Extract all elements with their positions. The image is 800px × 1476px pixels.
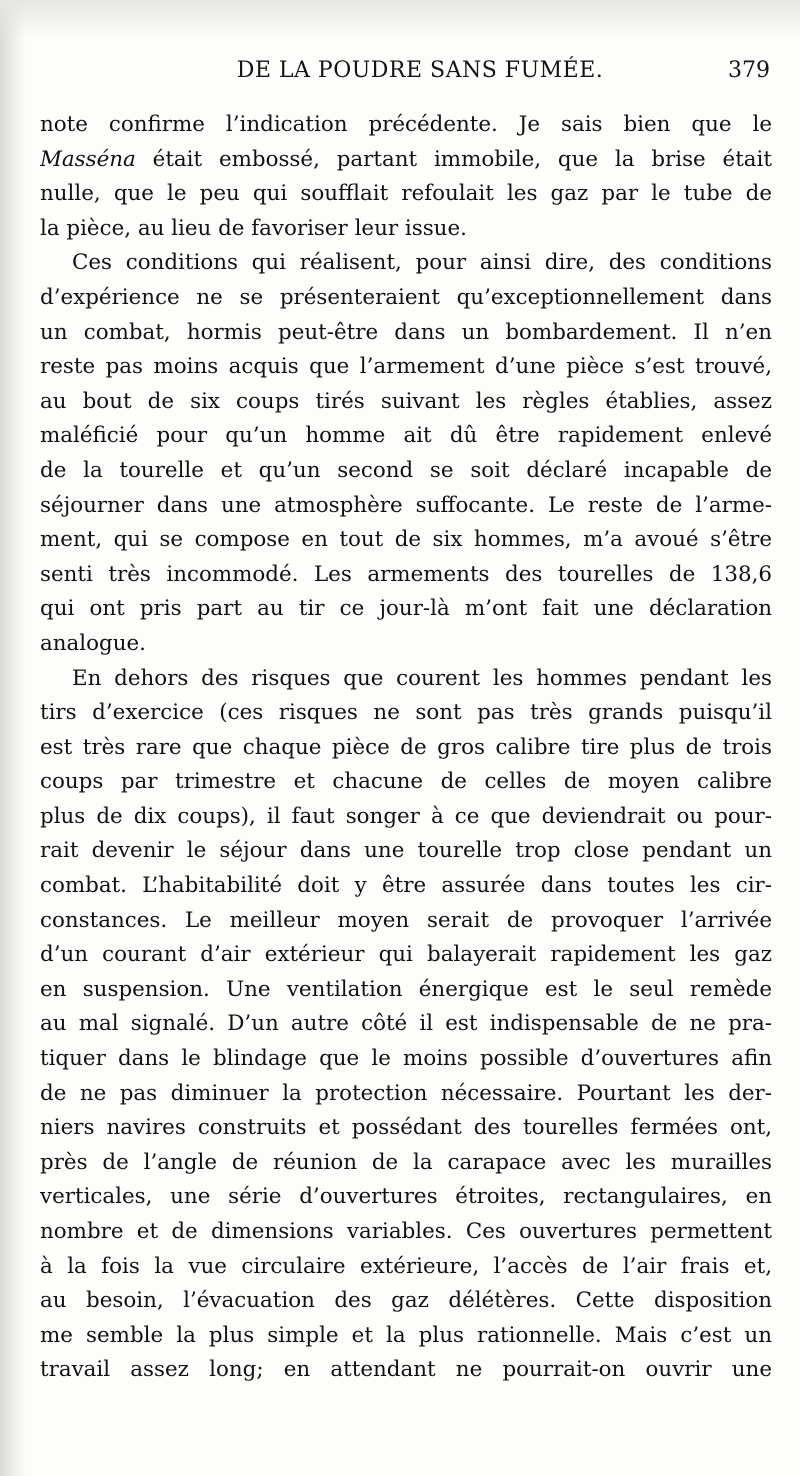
text-line [40, 1042, 772, 1077]
line-text: un combat, hormis peut-être dans un bombardement. Il n’en [40, 319, 772, 345]
line-text: nombre et de dimensions variables. Ces ouvertures permettent [40, 1219, 772, 1244]
body-text [40, 108, 772, 1388]
line-text: la pièce, au lieu de favoriser leur issue. [40, 215, 467, 241]
line-text: tirs d’exercice (ces risques ne sont pas très grands puisqu’il [40, 700, 772, 726]
line-text: près de l’angle de réunion de la carapace avec les murailles [40, 1149, 772, 1175]
text-line [40, 1146, 772, 1181]
text-line [40, 1319, 772, 1354]
running-title: DE LA POUDRE SANS FUMÉE. [236, 58, 604, 83]
line-text: senti très incommodé. Les armements des tourelles de 138,6 [40, 561, 772, 587]
line-text: reste pas moins acquis que l’armement d’une pièce s’est trouvé, [40, 354, 772, 380]
line-text: me semble la plus simple et la plus rationnelle. Mais c’est un [40, 1322, 772, 1348]
line-text: au mal signalé. D’un autre côté il est indispensable de ne pra- [40, 1011, 772, 1037]
line-text: d’un courant d’air extérieur qui balayerait rapidement les gaz [40, 942, 772, 968]
scan-top-shadow [0, 0, 800, 40]
line-text: d’expérience ne se présenteraient qu’exceptionnellement dans [40, 284, 772, 310]
text-line [40, 869, 772, 904]
text-line [40, 316, 772, 351]
line-text: Ces conditions qui réalisent, pour ainsi dire, des conditions [72, 250, 772, 276]
line-text: ment, qui se compose en tout de six hommes, m’a avoué s’être [40, 527, 772, 553]
text-line [40, 558, 772, 593]
text-line [40, 419, 772, 454]
text-line [40, 938, 772, 973]
text-line [40, 627, 772, 662]
text-line [40, 1353, 772, 1388]
text-line [40, 904, 772, 939]
text-line [40, 973, 772, 1008]
text-line [40, 177, 772, 212]
text-line [40, 1007, 772, 1042]
line-text: plus de dix coups), il faut songer à ce que deviendrait ou pour- [40, 803, 772, 829]
text-line [40, 731, 772, 766]
line-text: au bout de six coups tirés suivant les règles établies, assez [40, 388, 772, 414]
line-text: était embossé, partant immobile, que la brise était [135, 146, 772, 172]
line-text: à la fois la vue circulaire extérieure, l’accès de l’air frais et, [40, 1253, 772, 1279]
line-text: de la tourelle et qu’un second se soit déclaré incapable de [40, 457, 772, 483]
line-text: note confirme l’indication précédente. Je sais bien que le [40, 112, 772, 137]
line-text: est très rare que chaque pièce de gros calibre tire plus de trois [40, 734, 772, 760]
text-line [40, 246, 772, 281]
text-line [40, 1250, 772, 1285]
text-line [40, 1180, 772, 1215]
line-text: maléficié pour qu’un homme ait dû être rapidement enlevé [40, 423, 772, 449]
text-line [40, 1111, 772, 1146]
line-text: de ne pas diminuer la protection nécessaire. Pourtant les der- [40, 1080, 772, 1106]
text-line [40, 523, 772, 558]
text-line [40, 592, 772, 627]
line-text: coups par trimestre et chacune de celles de moyen calibre [40, 769, 772, 795]
line-text: combat. L’habitabilité doit y être assurée dans toutes les cir- [40, 873, 772, 899]
line-text: travail assez long; en attendant ne pourrait-on ouvrir une [40, 1357, 772, 1383]
page-number: 379 [728, 58, 770, 83]
text-line [40, 212, 772, 247]
text-line [40, 834, 772, 869]
line-text: rait devenir le séjour dans une tourelle trop close pendant un [40, 838, 772, 864]
line-text: En dehors des risques que courent les hommes pendant les [72, 665, 772, 691]
line-text: verticales, une série d’ouvertures étroites, rectangulaires, en [40, 1184, 772, 1210]
text-line [40, 454, 772, 489]
line-text: constances. Le meilleur moyen serait de provoquer l’arrivée [40, 907, 772, 933]
line-text: en suspension. Une ventilation énergique est le seul remède [40, 976, 772, 1002]
line-text: séjourner dans une atmosphère suffocante. Le reste de l’arme- [40, 492, 772, 518]
text-line [40, 1215, 772, 1250]
text-line [40, 281, 772, 316]
text-line [40, 350, 772, 385]
text-line [40, 1077, 772, 1112]
line-text: tiquer dans le blindage que le moins possible d’ouvertures afin [40, 1046, 772, 1072]
line-text: niers navires construits et possédant des tourelles fermées ont, [40, 1115, 772, 1141]
text-line [40, 1284, 772, 1319]
line-text: qui ont pris part au tir ce jour-là m’ont fait une déclaration [40, 596, 772, 622]
scan-edge-shadow [0, 0, 26, 1476]
text-line [40, 696, 772, 731]
line-text: au besoin, l’évacuation des gaz délétères. Cette disposition [40, 1288, 772, 1314]
text-line [40, 108, 772, 143]
running-head [40, 58, 770, 98]
text-line [40, 385, 772, 420]
text-line [40, 143, 772, 178]
line-text: nulle, que le peu qui soufflait refoulait les gaz par le tube de [40, 181, 772, 207]
line-text: analogue. [40, 630, 146, 656]
text-line [40, 765, 772, 800]
text-line [40, 489, 772, 524]
text-line [40, 800, 772, 835]
italic-ship-name: Masséna [40, 146, 136, 172]
text-line [40, 662, 772, 697]
